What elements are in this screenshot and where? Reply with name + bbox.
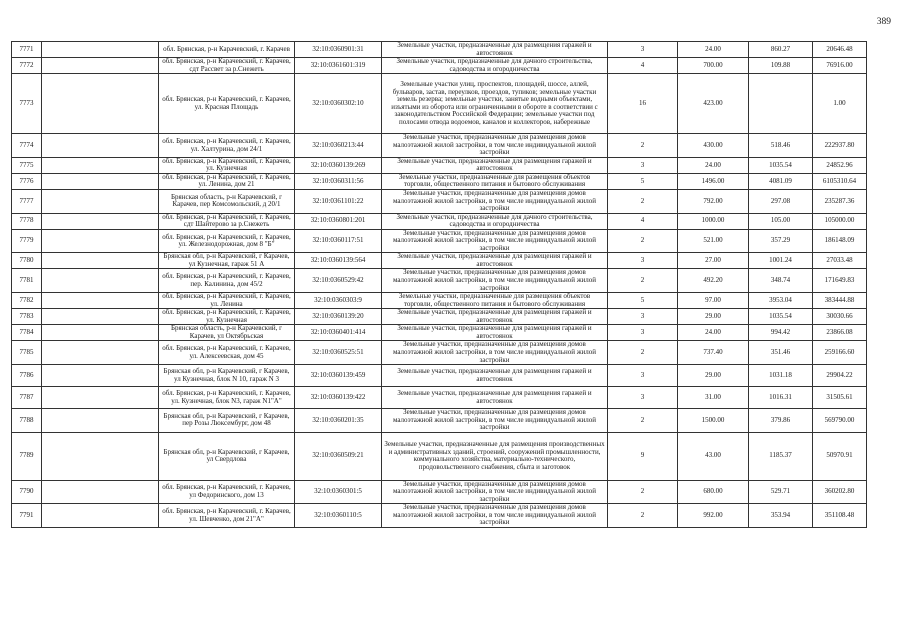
cell-address: Брянская обл, р-н Карачевский, г Карачев, ул Кузнечная, гараж 51 А	[159, 253, 295, 269]
table-row	[12, 480, 867, 504]
cell-blank	[42, 432, 159, 480]
cell-use-code: 2	[608, 269, 678, 293]
cell-specific-value: 518.46	[749, 134, 813, 158]
cell-blank	[42, 480, 159, 504]
cell-cadastral-number: 32:10:0360139:422	[295, 387, 382, 409]
cell-specific-value: 529.71	[749, 480, 813, 504]
cell-area: 24.00	[678, 157, 749, 173]
cell-area: 43.00	[678, 432, 749, 480]
cell-number: 7787	[12, 387, 42, 409]
table-row	[12, 229, 867, 253]
cell-blank	[42, 229, 159, 253]
cadastral-value-table	[11, 41, 867, 528]
cell-address: обл. Брянская, р-н Карачевский, г. Карачев, ул. Красная Площадь	[159, 74, 295, 134]
cell-cadastral-value: 1.00	[813, 74, 867, 134]
cell-address: обл. Брянская, р-н Карачевский, г. Карачев, пер. Калинина, дом 45/2	[159, 269, 295, 293]
table-row	[12, 173, 867, 189]
cell-cadastral-number: 32:10:0360529:42	[295, 269, 382, 293]
cell-blank	[42, 173, 159, 189]
cell-cadastral-number: 32:10:0361601:319	[295, 58, 382, 74]
cell-cadastral-value: 383444.88	[813, 293, 867, 309]
cell-number: 7786	[12, 365, 42, 387]
cell-specific-value: 4081.09	[749, 173, 813, 189]
cell-address: Брянская обл, р-н Карачевский, г Карачев, ул Кузнечная, блок N 10, гараж N 3	[159, 365, 295, 387]
cell-address: обл. Брянская, р-н Карачевский, г. Карачев	[159, 42, 295, 58]
cell-address: обл. Брянская, р-н Карачевский, г. Карачев, ул. Халтурина, дом 24/1	[159, 134, 295, 158]
table-row	[12, 253, 867, 269]
cell-specific-value: 348.74	[749, 269, 813, 293]
cell-cadastral-value: 23866.08	[813, 325, 867, 341]
cell-cadastral-value: 76916.00	[813, 58, 867, 74]
cell-number: 7778	[12, 213, 42, 229]
cell-use-code: 2	[608, 409, 678, 433]
cell-number: 7791	[12, 504, 42, 528]
cell-permitted-use: Земельные участки, предназначенные для размещения домов малоэтажной жилой застройки, в том числе индивидуальной жилой застройки	[382, 269, 608, 293]
cell-blank	[42, 134, 159, 158]
cell-permitted-use: Земельные участки улиц, проспектов, площадей, шоссе, аллей, бульваров, застав, переулков, проездов, тупиков; земельные участки земель резерва; земельные участки, занятые водными объектами, изъятыми из оборота или ограниченными в обороте в соответствии с законодательством Российской Федерации; земельные участки под полосами отвода водоемов, каналов и коллекторов, набережные	[382, 74, 608, 134]
cell-address: обл. Брянская, р-н Карачевский, г. Карачев, ул. Ленина	[159, 293, 295, 309]
cell-number: 7781	[12, 269, 42, 293]
cell-area: 492.20	[678, 269, 749, 293]
cell-cadastral-value: 31505.61	[813, 387, 867, 409]
cell-use-code: 5	[608, 293, 678, 309]
cell-specific-value: 1035.54	[749, 309, 813, 325]
cell-cadastral-value: 259166.60	[813, 341, 867, 365]
table-row	[12, 190, 867, 214]
table-row	[12, 365, 867, 387]
cell-cadastral-number: 32:10:0360117:51	[295, 229, 382, 253]
cell-use-code: 2	[608, 134, 678, 158]
cell-address: обл. Брянская, р-н Карачевский, г. Карачев, сдт Рассвет за р.Снежеть	[159, 58, 295, 74]
cell-specific-value: 860.27	[749, 42, 813, 58]
cell-number: 7783	[12, 309, 42, 325]
cell-address: обл. Брянская, р-н Карачевский, г. Карачев, сдт Шайтерово за р.Снежеть	[159, 213, 295, 229]
table-row	[12, 157, 867, 173]
table-body	[12, 42, 867, 528]
cell-blank	[42, 309, 159, 325]
cell-blank	[42, 409, 159, 433]
cell-permitted-use: Земельные участки, предназначенные для размещения гаражей и автостоянок	[382, 42, 608, 58]
table-row	[12, 213, 867, 229]
cell-use-code: 4	[608, 58, 678, 74]
table-row	[12, 42, 867, 58]
cell-specific-value: 1031.18	[749, 365, 813, 387]
cell-cadastral-number: 32:10:0360525:51	[295, 341, 382, 365]
cell-cadastral-value: 20646.48	[813, 42, 867, 58]
table-row	[12, 504, 867, 528]
cell-cadastral-number: 32:10:0360213:44	[295, 134, 382, 158]
cell-cadastral-value: 105000.00	[813, 213, 867, 229]
cell-permitted-use: Земельные участки, предназначенные для размещения домов малоэтажной жилой застройки, в том числе индивидуальной жилой застройки	[382, 504, 608, 528]
cell-area: 700.00	[678, 58, 749, 74]
cell-specific-value: 1185.37	[749, 432, 813, 480]
cell-permitted-use: Земельные участки, предназначенные для размещения объектов торговли, общественного питания и бытового обслуживания	[382, 293, 608, 309]
cell-permitted-use: Земельные участки, предназначенные для размещения гаражей и автостоянок	[382, 309, 608, 325]
cell-permitted-use: Земельные участки, предназначенные для дачного строительства, садоводства и огородничества	[382, 58, 608, 74]
cell-specific-value: 379.86	[749, 409, 813, 433]
page-number: 389	[876, 17, 891, 27]
cell-cadastral-number: 32:10:0360901:31	[295, 42, 382, 58]
cell-blank	[42, 253, 159, 269]
table-row	[12, 341, 867, 365]
cell-area: 24.00	[678, 42, 749, 58]
table-row	[12, 134, 867, 158]
cell-cadastral-value: 24852.96	[813, 157, 867, 173]
cell-cadastral-value: 27033.48	[813, 253, 867, 269]
cell-use-code: 9	[608, 432, 678, 480]
cell-number: 7782	[12, 293, 42, 309]
cell-address: Брянская область, р-н Карачевский, г Карачев, пер Комсомольский, д 20/1	[159, 190, 295, 214]
cell-blank	[42, 365, 159, 387]
cell-area: 29.00	[678, 365, 749, 387]
cell-address: обл. Брянская, р-н Карачевский, г. Карачев, ул Федоринского, дом 13	[159, 480, 295, 504]
cell-permitted-use: Земельные участки, предназначенные для размещения домов малоэтажной жилой застройки, в том числе индивидуальной жилой застройки	[382, 341, 608, 365]
cell-address: обл. Брянская, р-н Карачевский, г. Карачев, ул. Ленина, дом 21	[159, 173, 295, 189]
cell-permitted-use: Земельные участки, предназначенные для размещения гаражей и автостоянок	[382, 157, 608, 173]
cell-address: Брянская обл, р-н Карачевский, г Карачев, пер Розы Люксембург, дом 48	[159, 409, 295, 433]
cell-cadastral-number: 32:10:0361101:22	[295, 190, 382, 214]
cell-specific-value: 105.00	[749, 213, 813, 229]
cell-use-code: 3	[608, 387, 678, 409]
cell-address: обл. Брянская, р-н Карачевский, г. Карачев, ул. Кузнечная	[159, 157, 295, 173]
cell-cadastral-number: 32:10:0360401:414	[295, 325, 382, 341]
cell-blank	[42, 74, 159, 134]
cell-blank	[42, 504, 159, 528]
table-row	[12, 74, 867, 134]
cell-area: 24.00	[678, 325, 749, 341]
cell-area: 1500.00	[678, 409, 749, 433]
cell-number: 7779	[12, 229, 42, 253]
cell-cadastral-number: 32:10:0360302:10	[295, 74, 382, 134]
table-row	[12, 387, 867, 409]
cell-cadastral-value: 569790.00	[813, 409, 867, 433]
cell-cadastral-value: 235287.36	[813, 190, 867, 214]
cell-use-code: 5	[608, 173, 678, 189]
cell-permitted-use: Земельные участки, предназначенные для размещения гаражей и автостоянок	[382, 365, 608, 387]
cell-area: 1000.00	[678, 213, 749, 229]
cell-cadastral-number: 32:10:0360110:5	[295, 504, 382, 528]
cell-cadastral-value: 29904.22	[813, 365, 867, 387]
cell-cadastral-value: 171649.83	[813, 269, 867, 293]
cell-cadastral-value: 186148.09	[813, 229, 867, 253]
cell-cadastral-number: 32:10:0360139:459	[295, 365, 382, 387]
cell-area: 680.00	[678, 480, 749, 504]
cell-area: 992.00	[678, 504, 749, 528]
cell-permitted-use: Земельные участки, предназначенные для размещения домов малоэтажной жилой застройки, в том числе индивидуальной жилой застройки	[382, 190, 608, 214]
cell-area: 29.00	[678, 309, 749, 325]
cell-address: Брянская обл, р-н Карачевский, г Карачев, ул Свердлова	[159, 432, 295, 480]
cell-address: обл. Брянская, р-н Карачевский, г. Карачев, ул. Кузнечная, блок N3, гараж N1"А"	[159, 387, 295, 409]
cell-cadastral-value: 6105310.64	[813, 173, 867, 189]
cell-number: 7775	[12, 157, 42, 173]
cell-blank	[42, 387, 159, 409]
cell-cadastral-number: 32:10:0360201:35	[295, 409, 382, 433]
cell-cadastral-number: 32:10:0360509:21	[295, 432, 382, 480]
cell-permitted-use: Земельные участки, предназначенные для размещения домов малоэтажной жилой застройки, в том числе индивидуальной жилой застройки	[382, 134, 608, 158]
cell-cadastral-value: 222937.80	[813, 134, 867, 158]
cell-blank	[42, 58, 159, 74]
cell-cadastral-number: 32:10:0360311:56	[295, 173, 382, 189]
cell-number: 7789	[12, 432, 42, 480]
cell-number: 7784	[12, 325, 42, 341]
cell-cadastral-number: 32:10:0360801:201	[295, 213, 382, 229]
cell-blank	[42, 190, 159, 214]
cell-specific-value: 3953.04	[749, 293, 813, 309]
cell-area: 1496.00	[678, 173, 749, 189]
cell-cadastral-value: 30030.66	[813, 309, 867, 325]
cell-permitted-use: Земельные участки, предназначенные для размещения производственных и административных зданий, строений, сооружений промышленности, коммунального хозяйства, материально-технического, продовольственного снабжения, сбыта и заготовок	[382, 432, 608, 480]
cell-address: обл. Брянская, р-н Карачевский, г. Карачев, ул. Шевченко, дом 21"А"	[159, 504, 295, 528]
cell-address: обл. Брянская, р-н Карачевский, г. Карачев, ул. Алексеевская, дом 45	[159, 341, 295, 365]
cell-permitted-use: Земельные участки, предназначенные для дачного строительства, садоводства и огородничества	[382, 213, 608, 229]
cell-blank	[42, 293, 159, 309]
cell-specific-value: 1035.54	[749, 157, 813, 173]
cell-specific-value	[749, 74, 813, 134]
cell-cadastral-number: 32:10:0360301:5	[295, 480, 382, 504]
cell-number: 7776	[12, 173, 42, 189]
cell-area: 521.00	[678, 229, 749, 253]
cell-blank	[42, 341, 159, 365]
cell-permitted-use: Земельные участки, предназначенные для размещения объектов торговли, общественного питания и бытового обслуживания	[382, 173, 608, 189]
cell-permitted-use: Земельные участки, предназначенные для размещения домов малоэтажной жилой застройки, в том числе индивидуальной жилой застройки	[382, 480, 608, 504]
table-row	[12, 269, 867, 293]
cell-permitted-use: Земельные участки, предназначенные для размещения гаражей и автостоянок	[382, 387, 608, 409]
cell-area: 31.00	[678, 387, 749, 409]
cell-number: 7780	[12, 253, 42, 269]
cell-area: 737.40	[678, 341, 749, 365]
cell-specific-value: 994.42	[749, 325, 813, 341]
cell-permitted-use: Земельные участки, предназначенные для размещения гаражей и автостоянок	[382, 325, 608, 341]
cell-cadastral-number: 32:10:0360139:564	[295, 253, 382, 269]
cell-address: Брянская область, р-н Карачевский, г Карачев, ул Октябрьская	[159, 325, 295, 341]
cell-use-code: 2	[608, 190, 678, 214]
cell-use-code: 3	[608, 309, 678, 325]
cell-use-code: 2	[608, 504, 678, 528]
cell-number: 7777	[12, 190, 42, 214]
cell-use-code: 3	[608, 253, 678, 269]
cell-permitted-use: Земельные участки, предназначенные для размещения домов малоэтажной жилой застройки, в том числе индивидуальной жилой застройки	[382, 229, 608, 253]
table-row	[12, 309, 867, 325]
table-row	[12, 325, 867, 341]
cell-number: 7772	[12, 58, 42, 74]
cell-specific-value: 351.46	[749, 341, 813, 365]
cell-use-code: 3	[608, 42, 678, 58]
cell-cadastral-number: 32:10:0360139:20	[295, 309, 382, 325]
cell-number: 7785	[12, 341, 42, 365]
cell-use-code: 3	[608, 365, 678, 387]
cell-address: обл. Брянская, р-н Карачевский, г. Карачев, ул. Кузнечная	[159, 309, 295, 325]
cell-cadastral-value: 360202.80	[813, 480, 867, 504]
cell-cadastral-number: 32:10:0360139:269	[295, 157, 382, 173]
cell-use-code: 2	[608, 229, 678, 253]
cell-permitted-use: Земельные участки, предназначенные для размещения гаражей и автостоянок	[382, 253, 608, 269]
cell-permitted-use: Земельные участки, предназначенные для размещения домов малоэтажной жилой застройки, в том числе индивидуальной жилой застройки	[382, 409, 608, 433]
cell-specific-value: 1001.24	[749, 253, 813, 269]
cell-specific-value: 353.94	[749, 504, 813, 528]
cell-area: 97.00	[678, 293, 749, 309]
cell-area: 430.00	[678, 134, 749, 158]
cell-area: 27.00	[678, 253, 749, 269]
cell-number: 7790	[12, 480, 42, 504]
table-row	[12, 293, 867, 309]
cell-blank	[42, 269, 159, 293]
cell-use-code: 4	[608, 213, 678, 229]
cell-use-code: 3	[608, 325, 678, 341]
cell-number: 7788	[12, 409, 42, 433]
cell-blank	[42, 157, 159, 173]
cell-specific-value: 357.29	[749, 229, 813, 253]
cell-specific-value: 1016.31	[749, 387, 813, 409]
cell-specific-value: 297.08	[749, 190, 813, 214]
table-row	[12, 58, 867, 74]
cell-number: 7773	[12, 74, 42, 134]
cell-use-code: 2	[608, 341, 678, 365]
cell-cadastral-value: 351108.48	[813, 504, 867, 528]
cell-address: обл. Брянская, р-н Карачевский, г. Карачев, ул. Железнодорожная, дом 8 "Б"	[159, 229, 295, 253]
cell-blank	[42, 213, 159, 229]
cell-number: 7771	[12, 42, 42, 58]
table-row	[12, 409, 867, 433]
cell-area: 423.00	[678, 74, 749, 134]
cell-blank	[42, 325, 159, 341]
cell-specific-value: 109.88	[749, 58, 813, 74]
cell-use-code: 3	[608, 157, 678, 173]
cell-cadastral-number: 32:10:0360303:9	[295, 293, 382, 309]
cell-cadastral-value: 50970.91	[813, 432, 867, 480]
cell-use-code: 16	[608, 74, 678, 134]
cell-use-code: 2	[608, 480, 678, 504]
cell-number: 7774	[12, 134, 42, 158]
cell-area: 792.00	[678, 190, 749, 214]
table-row	[12, 432, 867, 480]
cell-blank	[42, 42, 159, 58]
